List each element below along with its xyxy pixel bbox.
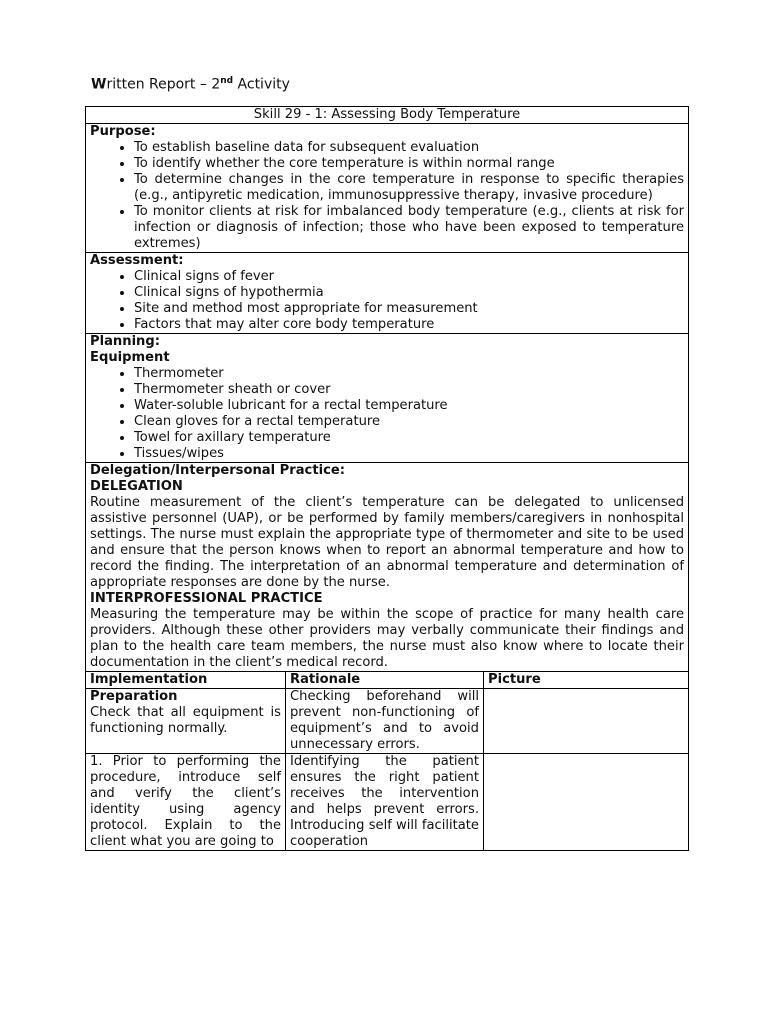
purpose-row bbox=[86, 124, 689, 253]
assessment-item: • Site and method most appropriate for measurement bbox=[134, 301, 684, 317]
delegation-heading: DELEGATION bbox=[90, 479, 183, 494]
skill-title: Skill 29 - 1: Assessing Body Temperature bbox=[86, 107, 689, 124]
document-header bbox=[91, 76, 290, 93]
rationale-cell: Checking beforehand will prevent non-functioning of equipment’s and to avoid unnecessary errors. bbox=[286, 689, 484, 754]
assessment-list bbox=[90, 269, 684, 333]
title-row bbox=[86, 107, 689, 124]
equipment-item: • Clean gloves for a rectal temperature bbox=[134, 414, 684, 430]
equipment-list bbox=[90, 366, 684, 462]
planning-cell bbox=[86, 334, 689, 463]
purpose-item: • To determine changes in the core temperature in response to specific therapies (e.g., antipyretic medication, immunosuppressive therapy, invasive procedure) bbox=[134, 172, 684, 204]
implementation-text: Check that all equipment is functioning normally. bbox=[90, 705, 281, 736]
interprofessional-text: Measuring the temperature may be within the scope of practice for many health care providers. Although these other providers may verbally communicate their findings and plan to the health care team members, the nurse must also know where to locate their documentation in the client’s medical record. bbox=[90, 607, 685, 670]
interprofessional-heading: INTERPROFESSIONAL PRACTICE bbox=[90, 591, 323, 606]
purpose-item: • To identify whether the core temperature is within normal range bbox=[134, 156, 684, 172]
implementation-header: Implementation bbox=[86, 672, 286, 689]
planning-label: Planning: bbox=[90, 334, 160, 349]
table-header-row bbox=[86, 672, 689, 689]
purpose-item: • To monitor clients at risk for imbalanced body temperature (e.g., clients at risk for infection or diagnosis of infection; those who have been exposed to temperature extremes) bbox=[134, 204, 684, 252]
purpose-cell bbox=[86, 124, 689, 253]
equipment-item: • Towel for axillary temperature bbox=[134, 430, 684, 446]
assessment-cell bbox=[86, 253, 689, 334]
purpose-label: Purpose: bbox=[90, 124, 156, 139]
purpose-list bbox=[90, 140, 684, 252]
skill-table bbox=[85, 106, 689, 851]
picture-cell bbox=[484, 754, 689, 851]
picture-cell bbox=[484, 689, 689, 754]
purpose-item: • To establish baseline data for subsequent evaluation bbox=[134, 140, 684, 156]
assessment-item: • Clinical signs of hypothermia bbox=[134, 285, 684, 301]
rationale-cell: Identifying the patient ensures the right patient receives the intervention and helps prevent errors. Introducing self will facilitate cooperation bbox=[286, 754, 484, 851]
picture-header: Picture bbox=[484, 672, 689, 689]
equipment-label: Equipment bbox=[90, 350, 170, 365]
delegation-text: Routine measurement of the client’s temperature can be delegated to unlicensed assistive personnel (UAP), or be performed by family members/caregivers in nonhospital settings. The nurse must explain the appropriate type of thermometer and site to be used and ensure that the person knows when to report an abnormal temperature and how to record the finding. The interpretation of an abnormal temperature and determination of appropriate responses are done by the nurse. bbox=[90, 495, 685, 590]
table-row bbox=[86, 754, 689, 851]
header-bold-letter: W bbox=[91, 76, 107, 93]
rationale-header: Rationale bbox=[286, 672, 484, 689]
implementation-cell bbox=[86, 689, 286, 754]
delegation-cell bbox=[86, 463, 689, 672]
assessment-item: • Clinical signs of fever bbox=[134, 269, 684, 285]
header-prefix: ritten Report – 2 bbox=[106, 76, 221, 93]
delegation-label: Delegation/Interpersonal Practice: bbox=[90, 463, 345, 478]
equipment-item: • Tissues/wipes bbox=[134, 446, 684, 462]
header-superscript: nd bbox=[220, 76, 234, 86]
delegation-row bbox=[86, 463, 689, 672]
equipment-item: • Thermometer sheath or cover bbox=[134, 382, 684, 398]
assessment-label: Assessment: bbox=[90, 253, 184, 268]
implementation-cell: 1. Prior to performing the procedure, introduce self and verify the client’s identity using agency protocol. Explain to the client what you are going to bbox=[86, 754, 286, 851]
header-suffix: Activity bbox=[233, 76, 290, 93]
assessment-item: • Factors that may alter core body temperature bbox=[134, 317, 684, 333]
assessment-row bbox=[86, 253, 689, 334]
planning-row bbox=[86, 334, 689, 463]
preparation-heading: Preparation bbox=[90, 689, 178, 704]
equipment-item: • Water-soluble lubricant for a rectal temperature bbox=[134, 398, 684, 414]
table-row bbox=[86, 689, 689, 754]
equipment-item: • Thermometer bbox=[134, 366, 684, 382]
